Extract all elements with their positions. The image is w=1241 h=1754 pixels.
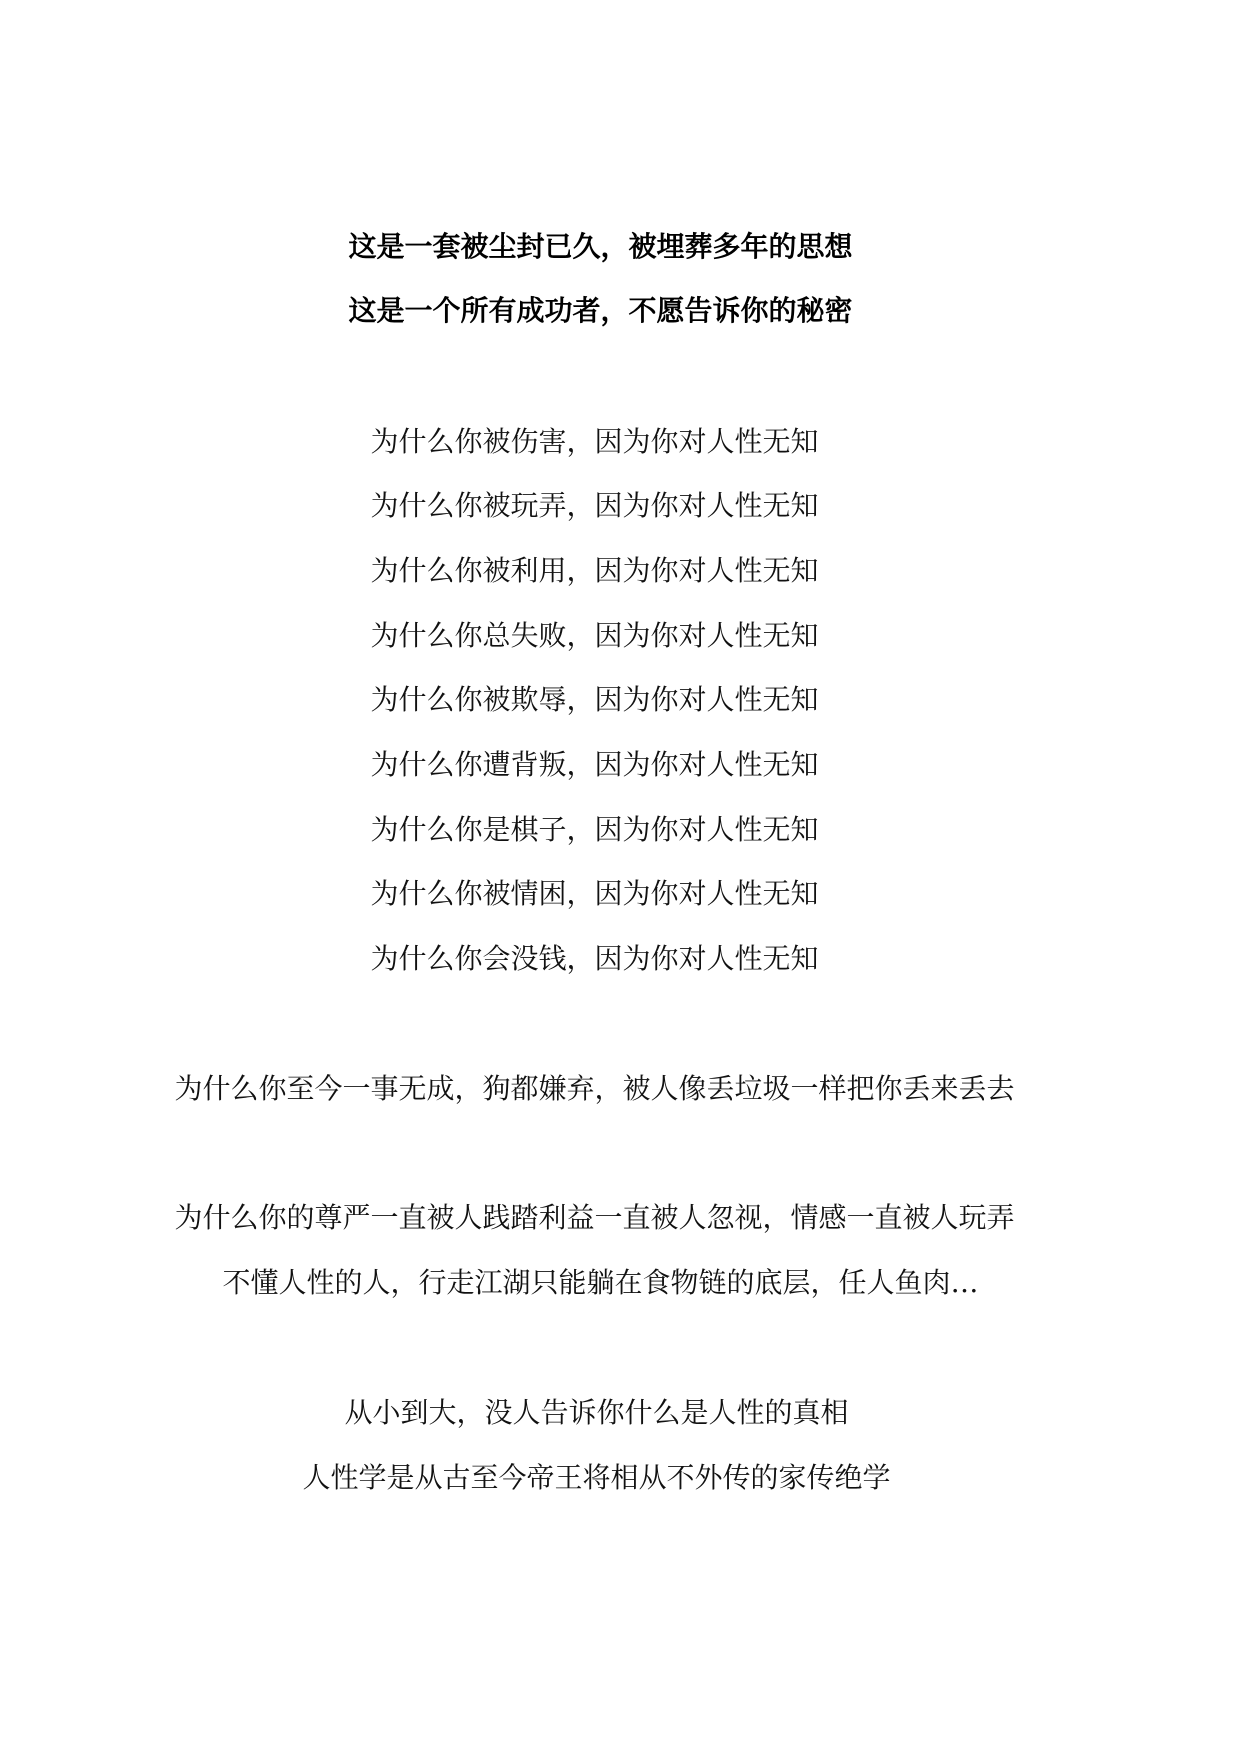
- why-line-4: 为什么你总失败，因为你对人性无知: [370, 619, 819, 652]
- why-line-3: 为什么你被利用，因为你对人性无知: [370, 554, 819, 587]
- why-line-5: 为什么你被欺辱，因为你对人性无知: [370, 683, 819, 716]
- paragraph-2-line-1: 为什么你的尊严一直被人践踏利益一直被人忽视，情感一直被人玩弄: [174, 1201, 1015, 1234]
- why-line-2: 为什么你被玩弄，因为你对人性无知: [370, 489, 819, 522]
- closing-line-1: 从小到大，没人告诉你什么是人性的真相: [344, 1396, 849, 1429]
- why-line-8: 为什么你被情困，因为你对人性无知: [370, 877, 819, 910]
- paragraph-2-line-2: 不懂人性的人，行走江湖只能躺在食物链的底层，任人鱼肉…: [222, 1266, 979, 1299]
- why-line-9: 为什么你会没钱，因为你对人性无知: [370, 942, 819, 975]
- why-line-7: 为什么你是棋子，因为你对人性无知: [370, 813, 819, 846]
- why-line-1: 为什么你被伤害，因为你对人性无知: [370, 425, 819, 458]
- closing-line-2: 人性学是从古至今帝王将相从不外传的家传绝学: [302, 1461, 891, 1494]
- paragraph-1: 为什么你至今一事无成，狗都嫌弃，被人像丢垃圾一样把你丢来丢去: [174, 1072, 1015, 1105]
- why-line-6: 为什么你遭背叛，因为你对人性无知: [370, 748, 819, 781]
- heading-line-2: 这是一个所有成功者，不愿告诉你的秘密: [348, 294, 853, 327]
- heading-line-1: 这是一套被尘封已久，被埋葬多年的思想: [348, 230, 853, 263]
